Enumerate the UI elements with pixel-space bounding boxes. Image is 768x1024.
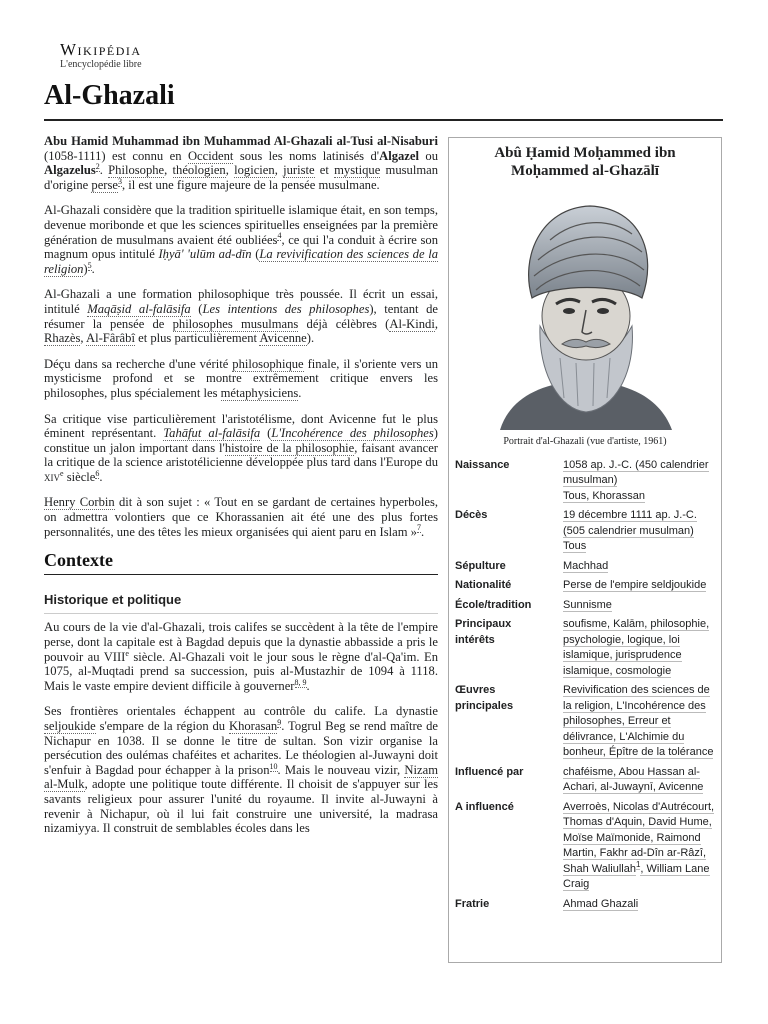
ref-6[interactable]: 6	[95, 468, 100, 478]
link-metaphysiciens[interactable]: métaphysiciens	[220, 385, 299, 400]
link-tahafut[interactable]: Tahāfut al-falāsifa	[163, 426, 261, 441]
infobox-row-fratrie	[449, 895, 721, 915]
infobox-label: Influencé par	[455, 765, 524, 778]
link-philosophique[interactable]: philosophique	[232, 356, 304, 371]
link-henry-corbin[interactable]: Henry Corbin	[44, 495, 115, 510]
link-logicien[interactable]: logicien	[234, 163, 275, 178]
infobox-row-influence-par	[449, 763, 721, 798]
link-theologien[interactable]: théologien	[172, 163, 226, 178]
paragraph-2: Al-Ghazali considère que la tradition spirituelle islamique était, en son temps, devenue moribonde et que les sciences spirituelles enseignées par la première génération de musulmans avaient été oubliées$^4$, ce qui l'a conduit à écrire son magnum opus intitulé Iḥyā' 'ulūm ad-dīn (La revivification des sciences de la religion)$^5$.	[44, 203, 438, 276]
link-birth-date[interactable]: 1058 ap. J.-C. (450 calendrier musulman)	[563, 458, 709, 486]
link-a-influence[interactable]: Averroès, Nicolas d'Autrécourt, Thomas d'Aquin, David Hume, Moïse Maïmonide, Raimond Martin, Fakhr ad-Dîn ar-Râzî, Shah Waliullah	[563, 800, 715, 875]
paragraph-8: Ses frontières orientales échappent au contrôle du calife. La dynastie seljoukide s'empare de la région du Khorasan$^9$. Togrul Beg se rend maître de Nichapur en 1038. Il se donne le titre de sultan. Son vizir organise la persécution des oulémas chaféites et acharites. Le théologien al-Juwayni doit s'enfuir à Bagdad pour échapper à la prison$^{10}$. Mais le nouveau vizir, Nizam al-Mulk, adopte une politique toute différente. Il choisit de s'appuyer sur les savants religieux pour assurer l'unité du royaume. Il invite al-Juwayni à revenir à Nichapur, où il lui fait construire une université, la madrasa nizamiyya. Il construit de semblables écoles dans les	[44, 704, 438, 836]
infobox-value	[555, 895, 721, 915]
link-philosophe[interactable]: Philosophe	[108, 163, 165, 178]
ref-7[interactable]: 7	[416, 523, 421, 533]
subsection-heading-historique: Historique et politique	[44, 593, 438, 615]
infobox-label: A influencé	[455, 800, 514, 813]
link-al-farabi[interactable]: Al-Fârâbî	[85, 331, 135, 346]
page-title: Al-Ghazali	[44, 80, 175, 111]
infobox-table	[449, 456, 721, 915]
link-avicenne[interactable]: Avicenne	[259, 331, 307, 346]
intro-paragraph: Abu Hamid Muhammad ibn Muhammad Al-Ghazali al-Tusi al-Nisaburi (1058-1111) est connu en Occident sous les noms latinisés d'Algazel ou Algazelus$^2$. Philosophe, théologien, logicien, juriste et mystique musulman d'origine perse$^3$, il est une figure majeure de la pensée musulmane.	[44, 134, 439, 192]
infobox-value	[555, 615, 721, 681]
link-khorasan[interactable]: Khorasan	[228, 719, 278, 733]
link-mystique[interactable]: mystique	[334, 163, 381, 178]
infobox-value	[555, 798, 721, 895]
infobox-label: Principaux intérêts	[455, 618, 512, 646]
link-death-date[interactable]: 19 décembre 1111 ap. J.-C. (505 calendrier musulman)	[563, 509, 697, 537]
subject-name: Abu Hamid Muhammad ibn Muhammad Al-Ghazali al-Tusi al-Nisaburi	[44, 134, 438, 148]
paragraph-6: Henry Corbin dit à son sujet : « Tout en se gardant de certaines hyperboles, on admettra volontiers que ce Khorassanien ait été une des plus fortes personnalités, une des têtes les mieux organisées qui aient paru en Islam »$^7$.	[44, 495, 439, 539]
infobox-row-sepulture	[449, 557, 721, 577]
infobox-value	[555, 456, 721, 507]
paragraph-3: Al-Ghazali a une formation philosophique très poussée. Il écrit un essai, intitulé Maqāṣid al-falāsifa (Les intentions des philosophes), tentant de résumer la pensée de philosophes musulmans déjà célèbres (Al-Kindi, Rhazès, Al-Fârâbî et plus particulièrement Avicenne).	[44, 287, 439, 346]
infobox	[448, 137, 722, 963]
ref-3[interactable]: 3	[117, 176, 122, 186]
infobox-row-naissance	[449, 456, 721, 507]
logo-tagline: L'encyclopédie libre	[60, 59, 142, 70]
infobox-row-a-influence	[449, 798, 721, 895]
link-perse[interactable]: perse	[91, 177, 118, 192]
infobox-title: Abû Ḥamid Moḥammed ibn Moḥammed al-Ghazālī	[494, 145, 676, 179]
ref-5[interactable]: 5	[87, 260, 92, 270]
link-william-lane-craig[interactable]: , William Lane Craig	[563, 862, 710, 890]
link-juriste[interactable]: juriste	[283, 163, 315, 178]
ref-10[interactable]: 10	[269, 761, 278, 771]
link-birth-place[interactable]: Tous, Khorassan	[563, 489, 645, 502]
section-heading-contexte: Contexte	[44, 553, 438, 575]
infobox-label: Décès	[455, 509, 488, 521]
article-body	[44, 134, 438, 847]
ref-4[interactable]: 4	[277, 231, 282, 241]
infobox-value	[555, 596, 721, 616]
paragraph-7: Au cours de la vie d'al-Ghazali, trois califes se succèdent à la tête de l'empire perse, dont la capitale est à Bagdad depuis que la dynastie abbasside a pris le pouvoir au VIIIe siècle. Al-Ghazali voit le jour sous le règne d'al-Qa'im. En 1075, al-Muqtadi prend sa succession, puis al-Mustazhir de 1094 à 1118. Mais le vaste empire devient difficile à gouverner$^{8, 9}$.	[44, 620, 438, 693]
link-revivification[interactable]: La revivification des sciences de la religion	[44, 247, 438, 276]
link-philosophes-musulmans[interactable]: philosophes musulmans	[172, 316, 299, 331]
link-maqasid[interactable]: Maqāṣid al-falāsifa	[87, 301, 191, 316]
portrait-caption: Portrait d'al-Ghazali (vue d'artiste, 1961)	[503, 436, 667, 447]
ref-8-9[interactable]: 8, 9	[294, 677, 307, 687]
infobox-value	[555, 576, 721, 596]
link-nizam-al-mulk[interactable]: Nizam al-Mulk	[44, 762, 438, 792]
link-rhazes[interactable]: Rhazès	[44, 331, 81, 346]
link-nationalite[interactable]: Perse de l'empire seldjoukide	[563, 579, 707, 591]
link-death-place[interactable]: Tous	[563, 540, 587, 552]
infobox-row-deces	[449, 506, 721, 557]
ref-1[interactable]: 1	[635, 859, 641, 869]
infobox-value	[555, 681, 721, 763]
ref-2[interactable]: 2	[95, 162, 100, 171]
link-oeuvres[interactable]: Revivification des sciences de la religion, L'Incohérence des philosophes, Erreur et délivrance, L'Alchimie du bonheur, Épître de la tolérance	[563, 684, 714, 758]
infobox-label: Naissance	[455, 458, 510, 471]
infobox-label: Nationalité	[455, 579, 512, 591]
infobox-row-oeuvres	[449, 681, 721, 763]
title-divider	[44, 119, 723, 121]
infobox-row-interets	[449, 615, 721, 681]
infobox-label: École/tradition	[455, 598, 532, 611]
infobox-label: Fratrie	[455, 897, 490, 910]
link-machhad[interactable]: Machhad	[563, 559, 609, 572]
link-seljoukide[interactable]: seljoukide	[44, 719, 96, 733]
link-incoherence[interactable]: L'Incohérence des philosophes	[271, 426, 434, 441]
link-al-kindi[interactable]: Al-Kindi	[389, 316, 435, 331]
wikipedia-logo[interactable]	[60, 40, 142, 70]
infobox-value	[555, 763, 721, 798]
link-interets[interactable]: soufisme, Kalām, philosophie, psychologie, logique, loi islamique, jurisprudence islamique, cosmologie	[563, 618, 710, 677]
infobox-label: Sépulture	[455, 559, 506, 572]
infobox-row-ecole	[449, 596, 721, 616]
infobox-label: Œuvres principales	[455, 684, 514, 712]
paragraph-5: Sa critique vise particulièrement l'aristotélisme, dont Avicenne fut le plus éminent représentant. Tahāfut al-falāsifa (L'Incohérence des philosophes) constitue un jalon important dans l'histoire de la philosophie, faisant avancer la critique de la science aristotélicienne développée plus tard dans l'Europe du xiv$^e$ siècle$^6$.	[44, 411, 438, 484]
infobox-row-nationalite	[449, 576, 721, 596]
logo-title: Wikipédia	[60, 40, 142, 59]
link-influence-par[interactable]: chaféisme, Abou Hassan al-Achari, al-Juwaynī, Avicenne	[563, 765, 704, 793]
link-histoire-philosophie[interactable]: histoire de la philosophie	[224, 440, 355, 455]
ref-9[interactable]: 9	[277, 717, 282, 727]
link-sunnisme[interactable]: Sunnisme	[563, 598, 612, 611]
link-occident[interactable]: Occident	[187, 148, 234, 163]
infobox-value	[555, 557, 721, 577]
paragraph-4: Déçu dans sa recherche d'une vérité philosophique finale, il s'oriente vers un mysticisme profond et se montre extrêmement critique envers les philosophes, plus spécialement les métaphysiciens.	[44, 356, 438, 400]
link-ahmad-ghazali[interactable]: Ahmad Ghazali	[563, 897, 639, 910]
infobox-value	[555, 506, 721, 557]
portrait-image[interactable]	[490, 198, 680, 430]
